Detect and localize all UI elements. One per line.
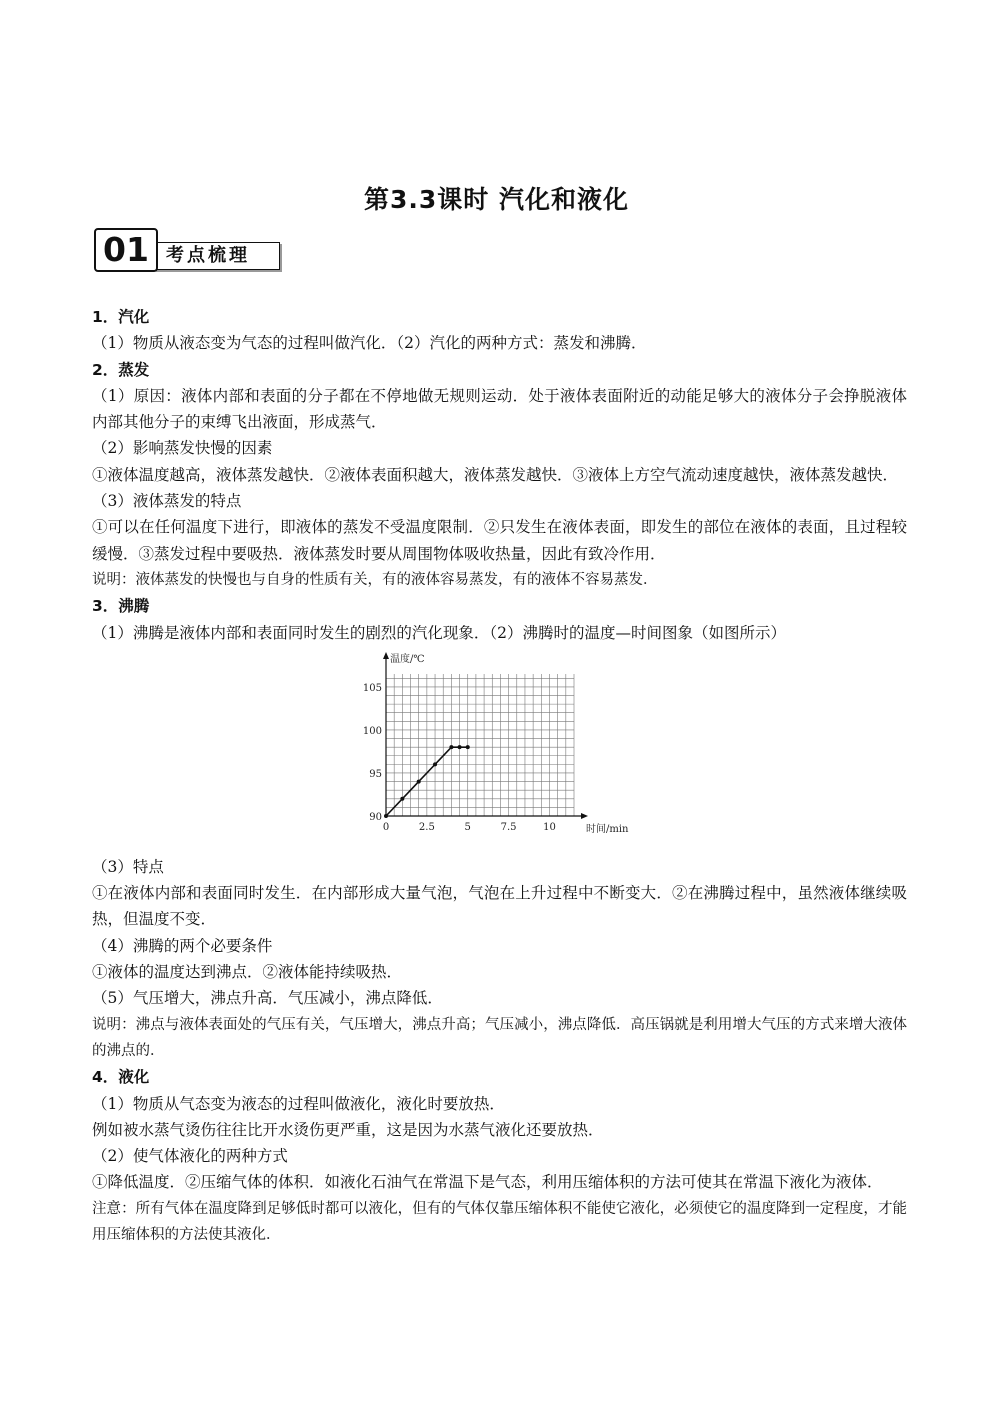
x-axis-arrow bbox=[581, 813, 588, 819]
paragraph: （3）特点 bbox=[92, 857, 164, 876]
paragraph: ①可以在任何温度下进行，即液体的蒸发不受温度限制．②只发生在液体表面，即发生的部位在液体的表面，且过程较缓慢．③蒸发过程中要吸热．液体蒸发时要从周围物体吸收热量，因此有致冷作用． bbox=[92, 518, 907, 563]
y-tick-label: 100 bbox=[362, 725, 382, 737]
badge-number: 01 bbox=[94, 228, 158, 272]
x-tick-label: 10 bbox=[543, 821, 556, 833]
heading-vaporization: 1．汽化 bbox=[92, 308, 150, 326]
y-tick-label: 90 bbox=[369, 811, 382, 823]
y-axis-arrow bbox=[383, 652, 389, 659]
boiling-chart bbox=[350, 646, 630, 854]
paragraph: ①降低温度．②压缩气体的体积．如液化石油气在常温下是气态，利用压缩体积的方法可使其在常温下液化为液体． bbox=[92, 1173, 883, 1192]
heading-evaporation: 2．蒸发 bbox=[92, 360, 150, 379]
data-point bbox=[449, 745, 453, 749]
paragraph: （1）沸腾是液体内部和表面同时发生的剧烈的汽化现象．（2）沸腾时的温度—时间图象（如图所示） bbox=[92, 623, 786, 642]
paragraph: （2）影响蒸发快慢的因素 bbox=[92, 439, 273, 458]
paragraph: （1）物质从液态变为气态的过程叫做汽化．（2）汽化的两种方式：蒸发和沸腾． bbox=[92, 334, 647, 353]
note: 说明：液体蒸发的快慢也与自身的性质有关，有的液体容易蒸发，有的液体不容易蒸发． bbox=[92, 571, 658, 588]
y-tick-label: 105 bbox=[362, 682, 382, 694]
paragraph: （1）物质从气态变为液态的过程叫做液化，液化时要放热． bbox=[92, 1094, 505, 1113]
x-tick-label: 0 bbox=[382, 821, 390, 833]
note: 注意：所有气体在温度降到足够低时都可以液化，但有的气体仅靠压缩体积不能使它液化，必须使它的温度降到一定程度，才能用压缩体积的方法使其液化． bbox=[92, 1200, 907, 1244]
section-badge bbox=[94, 228, 284, 272]
note: 说明：沸点与液体表面处的气压有关，气压增大，沸点升高；气压减小，沸点降低．高压锅就是利用增大气压的方式来增大液体的沸点的． bbox=[92, 1016, 907, 1059]
y-tick-label: 95 bbox=[369, 768, 382, 780]
data-point bbox=[466, 745, 470, 749]
document-body bbox=[92, 304, 907, 1248]
x-tick-label: 5 bbox=[464, 821, 471, 833]
y-axis-label: 温度/℃ bbox=[390, 653, 425, 665]
x-tick-label: 7.5 bbox=[500, 821, 517, 833]
page-title: 第3.3课时 汽化和液化 bbox=[364, 185, 629, 214]
heading-liquefaction: 4．液化 bbox=[92, 1068, 150, 1087]
paragraph: （5）气压增大，沸点升高．气压减小，沸点降低． bbox=[92, 989, 443, 1008]
heading-boiling: 3．沸腾 bbox=[92, 597, 150, 616]
data-point bbox=[400, 797, 404, 801]
paragraph: （3）液体蒸发的特点 bbox=[92, 492, 242, 511]
paragraph: （2）使气体液化的两种方式 bbox=[92, 1147, 288, 1166]
badge-label: 考点梳理 bbox=[154, 242, 280, 270]
paragraph: （4）沸腾的两个必要条件 bbox=[92, 936, 273, 955]
paragraph: ①液体温度越高，液体蒸发越快．②液体表面积越大，液体蒸发越快．③液体上方空气流动速度越快，液体蒸发越快． bbox=[92, 465, 899, 484]
x-tick-label: 2.5 bbox=[418, 821, 435, 833]
x-axis-label: 时间/min bbox=[586, 823, 629, 835]
paragraph: ①在液体内部和表面同时发生．在内部形成大量气泡，气泡在上升过程中不断变大．②在沸腾过程中，虽然液体继续吸热，但温度不变． bbox=[92, 884, 907, 929]
paragraph: ①液体的温度达到沸点．②液体能持续吸热． bbox=[92, 963, 403, 982]
data-point bbox=[458, 745, 462, 749]
data-point bbox=[384, 814, 388, 818]
data-point bbox=[433, 762, 437, 766]
paragraph: （1）原因：液体内部和表面的分子都在不停地做无规则运动．处于液体表面附近的动能足够大的液体分子会挣脱液体内部其他分子的束缚飞出液面，形成蒸气． bbox=[92, 386, 907, 432]
data-point bbox=[417, 779, 421, 783]
paragraph: 例如被水蒸气烫伤往往比开水烫伤更严重，这是因为水蒸气液化还要放热． bbox=[92, 1120, 604, 1139]
boiling-chart-container bbox=[92, 646, 907, 854]
